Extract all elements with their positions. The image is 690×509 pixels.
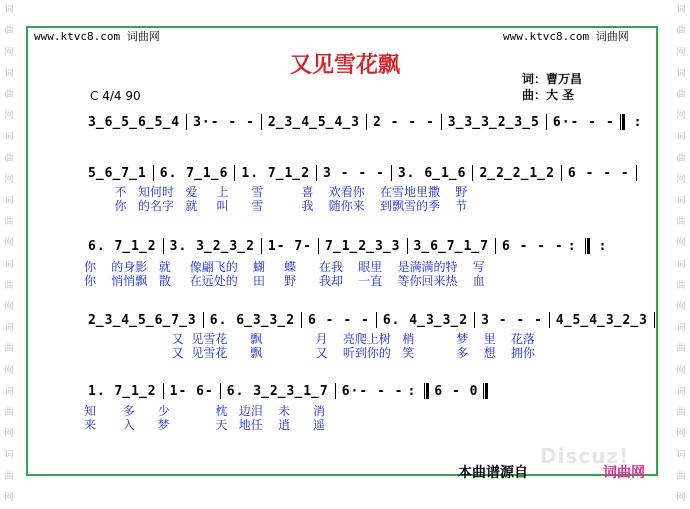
repeat-dots: : [407,384,416,399]
barline [335,383,336,399]
key-signature: C 4/4 90 [90,89,141,103]
measure: 6 - - - [567,166,630,181]
source-label: 本曲谱源自 [458,465,528,481]
lyrics-line-2b: 你 的名字 就 叫 雪 我 随你来 到飘雪的季 节 [84,199,468,213]
side-watermark-char: 曲 [676,344,686,355]
barline [301,312,302,328]
measure: 6 - 0 [434,384,479,399]
side-watermark-char: 曲 [4,217,14,228]
measure: 6·- - - [552,115,615,130]
side-watermark-char: 网 [676,365,686,376]
lyrics-line-2a: 不 知何时 爱 上 雪 喜 欢看你 在雪地里撒 野 [84,185,468,199]
side-watermark-char: 词 [4,5,14,16]
barline [261,114,262,130]
measure: 3̲6̲5̲6̲5̲4 [88,115,181,130]
side-watermark-char: 词 [4,259,14,270]
side-watermark-char: 曲 [4,26,14,37]
barline [654,312,655,328]
side-watermark-char: 词 [676,5,686,16]
barline [549,312,550,328]
side-watermark-char: 曲 [676,471,686,482]
side-watermark-char: 网 [676,47,686,58]
repeat-dots: : [633,115,642,130]
measure: 6. 7̲1̲2 [88,239,157,254]
lyrics-line-5a: 知 多 少 枕 边泪 未 消 [84,404,325,418]
measure: 6. 3̲2̲3̲1̲7 [226,384,329,399]
measure: 3. 3̲2̲3̲2 [169,239,255,254]
side-watermark-char: 网 [4,174,14,185]
brand-link[interactable]: 词曲网 [603,465,645,481]
side-watermark-char: 网 [4,365,14,376]
lyricist-credit: 词：曹万昌 [522,72,583,86]
side-watermark-char: 曲 [676,26,686,37]
side-watermark-char: 词 [676,386,686,397]
side-watermark-char: 词 [4,323,14,334]
barline [234,165,235,181]
score-line-1 [88,112,646,130]
side-watermark-char: 网 [4,429,14,440]
lyrics-line-5b: 来 入 梦 天 地任 逍 遥 [84,418,325,432]
side-watermark-char: 网 [676,429,686,440]
barline [261,238,262,254]
measure: 2̲3̲4̲5̲6̲7̲3 [88,313,197,328]
side-watermark-char: 词 [676,450,686,461]
repeat-barline [424,383,429,399]
side-watermark-char: 曲 [4,407,14,418]
barline [376,312,377,328]
barline [546,114,547,130]
side-watermark-char: 词 [4,132,14,143]
measure: 3. 6̲1̲6 [397,166,467,181]
side-watermark-char: 词 [4,68,14,79]
side-watermark-char: 曲 [676,280,686,291]
side-watermark-char: 词 [4,450,14,461]
score-line-3 [88,236,610,254]
side-watermark-char: 曲 [4,344,14,355]
measure: 6. 6̲3̲3̲2 [209,313,296,328]
side-watermark-char: 网 [4,492,14,503]
barline [163,238,164,254]
measure: 4̲5̲4̲3̲2̲3 [555,313,648,328]
side-watermark-char: 曲 [4,89,14,100]
side-watermark-char: 词 [4,386,14,397]
repeat-barline [620,114,625,130]
measure: 2̲2̲2̲1̲2 [479,166,555,181]
measure: 6. 4̲3̲3̲2 [382,313,469,328]
barline [636,165,637,181]
measure: 7̲1̲2̲3̲3 [325,239,401,254]
site-watermark-right: www.ktvc8.com 词曲网 [503,30,629,43]
measure: 3 - - - [323,166,385,181]
side-watermark-char: 网 [4,111,14,122]
barline [495,238,496,254]
lyrics-line-3b: 你 悄悄飘 散 在远处的 田 野 我却 一直 等你回来热 血 [84,274,485,288]
composer-credit: 曲：大 圣 [522,88,575,102]
score-line-2 [88,163,643,181]
repeat-dots: : [567,239,576,254]
side-watermark-char: 词 [676,323,686,334]
measure: 3̲6̲7̲1̲7 [413,239,489,254]
barline [561,165,562,181]
measure: 1- 6- [169,384,214,399]
repeat-barline [585,238,590,254]
discuz-watermark: Discuz! [540,444,630,468]
side-watermark-char: 网 [676,111,686,122]
measure: 6. 7̲1̲6 [159,166,229,181]
barline [316,165,317,181]
barline [163,383,164,399]
score-line-5 [88,381,493,399]
song-title: 又见雪花飘 [289,53,400,78]
measure: 2̲3̲4̲5̲4̲3 [267,115,360,130]
barline [203,312,204,328]
measure: 3̲3̲3̲2̲3̲5 [447,115,540,130]
side-watermark-char: 网 [676,238,686,249]
barline [407,238,408,254]
barline [220,383,221,399]
lyrics-line-4a: 又 见雪花 飘 月 亮爬上树 梢 梦 里 花落 [84,332,535,346]
barline [366,114,367,130]
side-watermark-char: 网 [4,301,14,312]
side-watermark-char: 曲 [4,280,14,291]
side-watermark-char: 网 [4,47,14,58]
barline [391,165,392,181]
lyrics-line-3a: 你 的身影 就 像翩飞的 蝴 蝶 在我 眼里 是满满的特 写 [84,260,485,274]
measure: 6 - - - [308,313,370,328]
measure: 5̲6̲7̲1 [88,166,147,181]
measure: 6·- - - [341,384,404,399]
measure: 1. 7̲1̲2 [241,166,311,181]
repeat-dots: : [598,239,607,254]
barline [441,114,442,130]
measure: 1- 7- [267,239,313,254]
score-line-4 [88,310,661,328]
side-watermark-char: 词 [4,195,14,206]
side-watermark-char: 词 [676,259,686,270]
measure: 3 - - - [481,313,543,328]
measure: 2 - - - [372,115,435,130]
barline [472,165,473,181]
lyrics-line-4b: 又 见雪花 飘 又 听到你的 笑 多 想 拥你 [84,346,535,360]
final-barline [483,383,488,399]
side-watermark-char: 词 [676,68,686,79]
barline [474,312,475,328]
side-watermark-char: 曲 [676,217,686,228]
measure: 1. 7̲1̲2 [88,384,157,399]
side-watermark-char: 曲 [676,153,686,164]
measure: 3·- - - [193,115,255,130]
side-watermark-char: 网 [676,492,686,503]
measure: 6 - - - [501,239,564,254]
side-watermark-char: 网 [676,174,686,185]
side-watermark-char: 曲 [4,471,14,482]
side-watermark-char: 词 [676,132,686,143]
side-watermark-char: 网 [676,301,686,312]
barline [186,114,187,130]
side-watermark-char: 曲 [4,153,14,164]
side-watermark-char: 曲 [676,407,686,418]
side-watermark-char: 网 [4,238,14,249]
barline [318,238,319,254]
side-watermark-char: 曲 [676,89,686,100]
site-watermark-left: www.ktvc8.com 词曲网 [34,30,160,43]
barline [153,165,154,181]
side-watermark-char: 词 [676,195,686,206]
